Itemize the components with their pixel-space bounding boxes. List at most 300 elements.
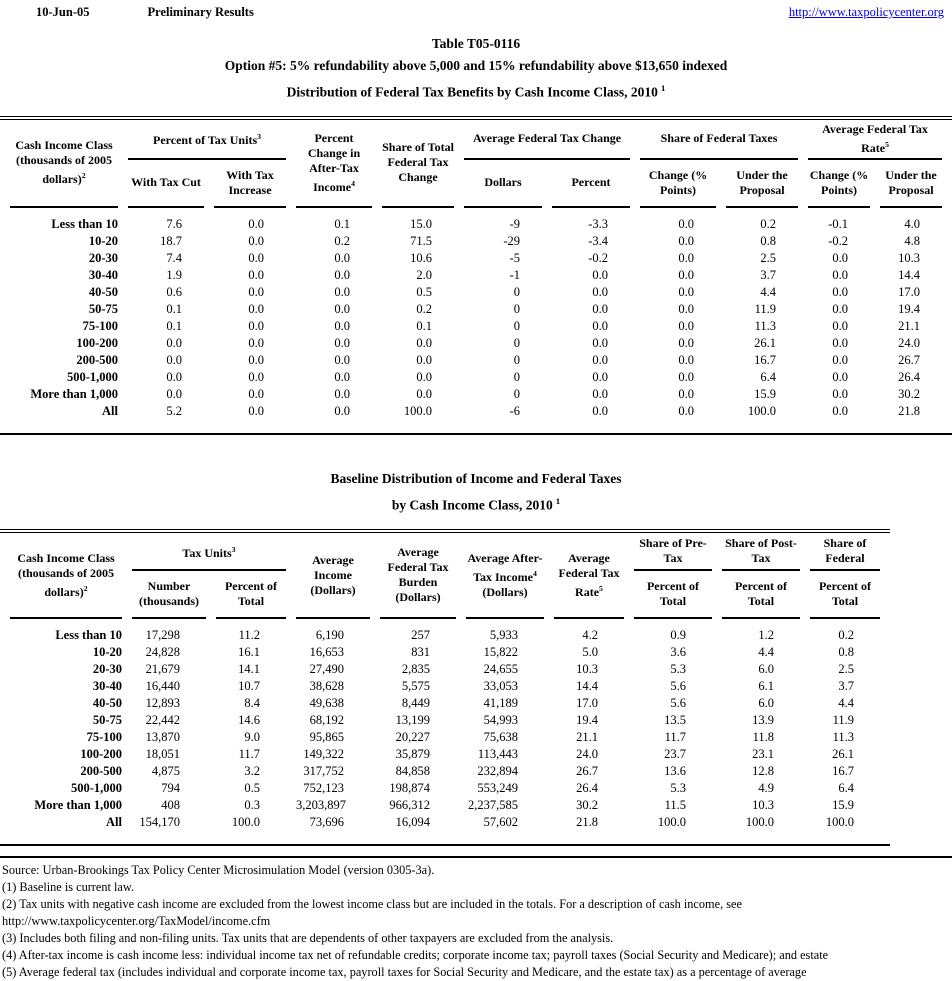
col-group-share-of-federal-taxes: Share of Federal Taxes	[640, 120, 798, 160]
cell-value: 21.1	[576, 730, 598, 744]
cell-value: 4.4	[758, 645, 774, 659]
cell-value: 966,312	[389, 798, 430, 812]
table-row	[10, 267, 942, 284]
cell-value: 0.0	[416, 369, 433, 384]
taxpolicycenter-link[interactable]: http://www.taxpolicycenter.org	[788, 5, 944, 19]
col-subheader-percent-of-total: Percent of Total	[216, 571, 286, 619]
cell-value: 0.2	[838, 628, 854, 642]
cell-value: 16.7	[754, 352, 777, 367]
cell-value: 2.5	[838, 662, 854, 676]
footnote-line: (4) After-tax income is cash income less: individual income tax net of refundable credits; corporate income tax; payroll taxes (Social Security and Medicare); and estate	[2, 948, 829, 962]
baseline-table	[0, 533, 890, 831]
cell-value: 10.6	[410, 250, 433, 265]
cell-value: 11.8	[752, 730, 774, 744]
footnote-ref-2: 2	[83, 583, 88, 593]
table-row	[10, 678, 880, 695]
cell-value: 5,575	[401, 679, 430, 693]
cell-value: 0.0	[248, 301, 265, 316]
cell-value: 15.0	[410, 216, 433, 231]
cell-value: 794	[161, 781, 180, 795]
cell-value: 232,894	[477, 764, 518, 778]
cell-value: 0.0	[248, 284, 265, 299]
cell-value: 12.8	[752, 764, 774, 778]
cell-value: 100.0	[403, 403, 433, 418]
col-header-average-federal-tax-rate: Average Federal Tax Rate$^5$	[554, 533, 624, 619]
cell-value: -0.1	[828, 216, 849, 231]
cell-value: 0.2	[760, 216, 777, 231]
cell-value: 0.0	[592, 369, 609, 384]
table2-title-block	[0, 468, 952, 517]
col-group-percent-of-tax-units: Percent of Tax Units$^3$	[128, 120, 286, 160]
cell-value: 26.7	[898, 352, 921, 367]
cell-value: 57,602	[483, 815, 518, 829]
table-row	[10, 301, 942, 318]
cell-value: 4.2	[582, 628, 598, 642]
cell-value: 0.3	[244, 798, 260, 812]
cell-value: 317,752	[303, 764, 344, 778]
cell-value: 14.4	[898, 267, 921, 282]
cell-value: 0.8	[760, 233, 777, 248]
cell-value: 0.8	[838, 645, 854, 659]
cell-value: 19.4	[576, 713, 598, 727]
cell-value: 0.0	[592, 335, 609, 350]
col-subheader-percent-of-total: Percent of Total	[634, 571, 712, 619]
cell-value: 100.0	[747, 403, 777, 418]
cell-value: 0.0	[334, 386, 351, 401]
cell-value: 0.1	[166, 301, 182, 316]
cell-value: 149,322	[303, 747, 344, 761]
cell-value: 0.0	[678, 318, 695, 333]
cell-value: 5.6	[670, 696, 686, 710]
cell-value: 18,051	[145, 747, 180, 761]
cell-value: 0.0	[334, 335, 351, 350]
cell-value: 19.4	[898, 301, 921, 316]
cell-value: 0.0	[678, 284, 695, 299]
col-subheader-change-points: Change (% Points)	[640, 160, 716, 208]
cell-value: 0.0	[248, 386, 265, 401]
cell-value: 0.0	[832, 386, 849, 401]
row-label: All	[102, 403, 118, 418]
table-row	[10, 661, 880, 678]
table-row	[10, 369, 942, 386]
cell-value: 0.0	[248, 267, 265, 282]
cell-value: 0.0	[832, 318, 849, 333]
cell-value: 0.0	[248, 233, 265, 248]
cell-value: 0.0	[832, 403, 849, 418]
table-row	[10, 814, 880, 831]
cell-value: 0.0	[248, 250, 265, 265]
cell-value: 0.0	[334, 301, 351, 316]
cell-value: 1.2	[758, 628, 774, 642]
cell-value: 16,653	[309, 645, 344, 659]
row-label: 10-20	[92, 645, 122, 659]
cell-value: 0.0	[678, 403, 695, 418]
cell-value: 3.7	[760, 267, 777, 282]
cell-value: 100.0	[745, 815, 774, 829]
cell-value: -0.2	[828, 233, 849, 248]
cell-value: 553,249	[477, 781, 518, 795]
cell-value: 15.9	[832, 798, 854, 812]
row-label: 10-20	[88, 233, 118, 248]
cell-value: 0.0	[832, 369, 849, 384]
table-row	[10, 403, 942, 420]
row-label: 500-1,000	[66, 369, 118, 384]
footnotes-section	[0, 856, 952, 981]
cell-value: 3.2	[244, 764, 260, 778]
cell-value: 257	[411, 628, 430, 642]
cell-value: 0.0	[592, 403, 609, 418]
cell-value: 0.0	[832, 284, 849, 299]
footnote-ref-4: 4	[351, 178, 355, 188]
cell-value: 26.4	[576, 781, 598, 795]
table-row	[10, 250, 942, 267]
cell-value: 73,696	[309, 815, 344, 829]
cell-value: 2.5	[760, 250, 777, 265]
cell-value: 18.7	[160, 233, 182, 248]
cell-value: 0.0	[248, 369, 265, 384]
cell-value: 5.3	[670, 662, 686, 676]
cell-value: 84,858	[395, 764, 430, 778]
cell-value: 0.0	[334, 284, 351, 299]
table-row	[10, 729, 880, 746]
cell-value: 21.8	[898, 403, 921, 418]
table-row	[10, 335, 942, 352]
cell-value: 0.0	[832, 301, 849, 316]
cell-value: 0.0	[678, 352, 695, 367]
cell-value: -9	[509, 216, 521, 231]
cell-value: 0.0	[678, 369, 695, 384]
cell-value: 0.0	[832, 267, 849, 282]
cell-value: 0	[513, 352, 521, 367]
cell-value: 0.0	[832, 335, 849, 350]
footnote-line: (5) Average federal tax (includes individual and corporate income tax, payroll taxes for Social Security and Medicare, and the estate tax) as a percentage of average	[2, 965, 807, 979]
table-row	[10, 233, 942, 250]
col-subheader-change-points: Change (% Points)	[808, 160, 870, 208]
col-header-percent-change-after-tax-income: Percent Change in After-Tax Income$^4$	[296, 120, 372, 208]
cell-value: 16.7	[832, 764, 854, 778]
cell-value: 0.0	[334, 250, 351, 265]
report-status: Preliminary Results	[147, 5, 254, 19]
col-subheader-with-tax-cut: With Tax Cut	[128, 160, 204, 208]
footnote-ref-5: 5	[885, 139, 889, 149]
cell-value: 16.1	[238, 645, 260, 659]
cell-value: 71.5	[410, 233, 433, 248]
cell-value: 9.0	[244, 730, 260, 744]
col-subheader-percent-of-total: Percent of Total	[810, 571, 880, 619]
table-row	[10, 352, 942, 369]
cell-value: 6.0	[758, 696, 774, 710]
cell-value: 0.1	[166, 318, 182, 333]
cell-value: 11.3	[832, 730, 854, 744]
cell-value: 68,192	[309, 713, 344, 727]
col-group-share-of-post-tax: Share of Post-Tax	[722, 533, 800, 571]
cell-value: 0	[513, 301, 521, 316]
cell-value: 11.7	[664, 730, 686, 744]
cell-value: 21,679	[145, 662, 180, 676]
cell-value: 11.9	[754, 301, 777, 316]
row-label: 40-50	[92, 696, 122, 710]
cell-value: 0.0	[832, 250, 849, 265]
row-label: Less than 10	[55, 628, 122, 642]
table1-title-number: Table T05-0116	[431, 36, 521, 51]
cell-value: 0	[513, 335, 521, 350]
cell-value: 11.3	[754, 318, 777, 333]
row-label: 75-100	[82, 318, 118, 333]
cell-value: 0.0	[678, 216, 695, 231]
cell-value: 11.2	[238, 628, 260, 642]
cell-value: 198,874	[389, 781, 430, 795]
footnote-ref-1: 1	[660, 83, 666, 93]
cell-value: 5.3	[670, 781, 686, 795]
cell-value: 23.7	[664, 747, 686, 761]
cell-value: 0.0	[678, 301, 695, 316]
row-label: 50-75	[88, 301, 118, 316]
cell-value: 38,628	[309, 679, 344, 693]
table-row	[10, 318, 942, 335]
row-label: 30-40	[92, 679, 122, 693]
cell-value: 0.1	[334, 216, 351, 231]
cell-value: 0.0	[334, 369, 351, 384]
cell-value: 0.0	[832, 352, 849, 367]
cell-value: 4.4	[838, 696, 854, 710]
cell-value: 0.9	[670, 628, 686, 642]
top-left-group	[36, 5, 254, 20]
cell-value: 2,835	[401, 662, 430, 676]
cell-value: 41,189	[483, 696, 518, 710]
cell-value: 0.2	[416, 301, 433, 316]
cell-value: 100.0	[657, 815, 686, 829]
cell-value: 0.0	[334, 403, 351, 418]
footnote-ref-1: 1	[555, 495, 561, 506]
cell-value: 4.9	[758, 781, 774, 795]
cell-value: 15.9	[754, 386, 777, 401]
cell-value: 0.0	[166, 386, 182, 401]
cell-value: 0.0	[592, 267, 609, 282]
cell-value: 13.5	[664, 713, 686, 727]
cell-value: 22,442	[145, 713, 180, 727]
cell-value: 49,638	[309, 696, 344, 710]
table-row	[10, 284, 942, 301]
row-label: 20-30	[88, 250, 118, 265]
cell-value: 0.0	[248, 352, 265, 367]
cell-value: 4,875	[151, 764, 180, 778]
cell-value: 13,199	[395, 713, 430, 727]
table-row	[10, 712, 880, 729]
cell-value: 5.6	[670, 679, 686, 693]
cell-value: 14.6	[238, 713, 260, 727]
col-header-average-federal-tax-burden: Average Federal Tax Burden (Dollars)	[380, 533, 456, 619]
baseline-table-body	[10, 619, 880, 831]
cell-value: 17,298	[145, 628, 180, 642]
cell-value: 3.7	[838, 679, 854, 693]
cell-value: 8.4	[244, 696, 260, 710]
cell-value: 0.0	[248, 335, 265, 350]
cell-value: 20,227	[395, 730, 430, 744]
table-row	[10, 695, 880, 712]
top-bar	[0, 0, 952, 20]
cell-value: -29	[503, 233, 521, 248]
col-group-share-of-federal: Share of Federal	[810, 533, 880, 571]
baseline-table-wrapper	[0, 529, 890, 846]
cell-value: 100.0	[231, 815, 260, 829]
row-label: 200-500	[76, 352, 118, 367]
cell-value: 0.0	[678, 267, 695, 282]
cell-value: 1.9	[166, 267, 182, 282]
cell-value: 2.0	[416, 267, 433, 282]
cell-value: 24.0	[898, 335, 921, 350]
table1-title-block	[0, 33, 952, 104]
cell-value: 0.0	[592, 386, 609, 401]
table-row	[10, 644, 880, 661]
cell-value: 0.0	[416, 386, 433, 401]
row-label: 40-50	[88, 284, 118, 299]
cell-value: 7.4	[166, 250, 182, 265]
cell-value: 17.0	[576, 696, 598, 710]
row-label: 100-200	[76, 335, 118, 350]
cell-value: 2,237,585	[468, 798, 518, 812]
cell-value: 408	[161, 798, 180, 812]
cell-value: -5	[509, 250, 521, 265]
cell-value: 16,440	[145, 679, 180, 693]
footnote-ref-4: 4	[533, 568, 537, 578]
cell-value: -6	[509, 403, 521, 418]
cell-value: 0.0	[592, 284, 609, 299]
cell-value: 0.0	[334, 352, 351, 367]
cell-value: 831	[411, 645, 430, 659]
row-label: 75-100	[86, 730, 122, 744]
col-header-average-after-tax-income: Average After-Tax Income$^4$ (Dollars)	[466, 533, 544, 619]
cell-value: 0	[513, 369, 521, 384]
cell-value: 7.6	[166, 216, 182, 231]
footnote-line: http://www.taxpolicycenter.org/TaxModel/income.cfm	[2, 914, 271, 928]
footnote-ref-3: 3	[257, 132, 262, 141]
col-header-share-of-total-federal-tax-change: Share of Total Federal Tax Change	[382, 120, 454, 208]
col-header-cash-income-class: Cash Income Class (thousands of 2005 dollars)$^2$	[10, 120, 118, 208]
cell-value: 0.0	[416, 335, 433, 350]
cell-value: 0.0	[166, 352, 182, 367]
col-subheader-dollars: Dollars	[464, 160, 542, 208]
benefits-table-body	[10, 208, 942, 420]
cell-value: 0.2	[334, 233, 351, 248]
col-subheader-percent: Percent	[552, 160, 630, 208]
cell-value: 0.0	[592, 352, 609, 367]
cell-value: 14.4	[576, 679, 598, 693]
col-subheader-under-the-proposal: Under the Proposal	[726, 160, 798, 208]
cell-value: 10.3	[752, 798, 774, 812]
cell-value: -1	[509, 267, 521, 282]
cell-value: 3,203,897	[296, 798, 346, 812]
cell-value: 10.7	[238, 679, 260, 693]
cell-value: 8,449	[401, 696, 430, 710]
row-label: All	[106, 815, 122, 829]
footnote-line: (2) Tax units with negative cash income are excluded from the lowest income class but are included in the totals. For a description of cash income, see	[2, 897, 742, 911]
cell-value: 16,094	[395, 815, 430, 829]
footnote-ref-5: 5	[599, 583, 603, 593]
cell-value: 10.3	[898, 250, 921, 265]
cell-value: 27,490	[309, 662, 344, 676]
row-label: 200-500	[80, 764, 122, 778]
cell-value: 0	[513, 318, 521, 333]
cell-value: 23.1	[752, 747, 774, 761]
cell-value: 6.4	[838, 781, 854, 795]
cell-value: 30.2	[576, 798, 598, 812]
cell-value: 14.1	[238, 662, 260, 676]
row-label: 20-30	[92, 662, 122, 676]
cell-value: 21.1	[898, 318, 921, 333]
cell-value: 12,893	[145, 696, 180, 710]
cell-value: 0	[513, 284, 521, 299]
table2-title-line1: Baseline Distribution of Income and Federal Taxes	[330, 470, 622, 486]
cell-value: 30.2	[898, 386, 921, 401]
cell-value: 0.0	[248, 403, 265, 418]
table1-title-option: Option #5: 5% refundability above 5,000 and 15% refundability above $13,650 indexed	[224, 58, 728, 73]
table-row	[10, 386, 942, 403]
cell-value: 0.0	[166, 335, 182, 350]
report-date: 10-Jun-05	[36, 5, 90, 19]
col-subheader-percent-of-total: Percent of Total	[722, 571, 800, 619]
table-row	[10, 763, 880, 780]
row-label: 30-40	[88, 267, 118, 282]
cell-value: 4.0	[904, 216, 921, 231]
cell-value: 6.1	[758, 679, 774, 693]
cell-value: 5.0	[582, 645, 598, 659]
row-label: 100-200	[80, 747, 122, 761]
footnote-line: (1) Baseline is current law.	[2, 880, 135, 894]
cell-value: 24,828	[145, 645, 180, 659]
cell-value: 6.0	[758, 662, 774, 676]
cell-value: 4.4	[760, 284, 777, 299]
col-group-tax-units: Tax Units$^3$	[132, 533, 286, 571]
table-row	[10, 619, 880, 644]
col-group-average-federal-tax-rate: Average Federal Tax Rate$^5$	[808, 120, 942, 160]
table2-title-line2: by Cash Income Class, 2010 $^1$	[391, 495, 561, 512]
cell-value: 4.8	[904, 233, 921, 248]
row-label: 50-75	[92, 713, 122, 727]
cell-value: 3.6	[670, 645, 686, 659]
cell-value: 26.7	[576, 764, 598, 778]
cell-value: 24.0	[576, 747, 598, 761]
cell-value: 75,638	[483, 730, 518, 744]
cell-value: 26.4	[898, 369, 921, 384]
cell-value: -3.3	[588, 216, 609, 231]
footnote-line: (3) Includes both filing and non-filing units. Tax units that are dependents of other taxpayers are excluded from the analysis.	[2, 931, 614, 945]
cell-value: -3.4	[588, 233, 609, 248]
row-label: More than 1,000	[30, 386, 118, 401]
cell-value: 5,933	[489, 628, 518, 642]
cell-value: 0.6	[166, 284, 182, 299]
table-row	[10, 780, 880, 797]
cell-value: 0.1	[416, 318, 433, 333]
table-row	[10, 746, 880, 763]
cell-value: 0.0	[678, 233, 695, 248]
cell-value: 0.0	[678, 250, 695, 265]
cell-value: 0.0	[166, 369, 182, 384]
cell-value: 100.0	[825, 815, 854, 829]
cell-value: -0.2	[588, 250, 609, 265]
cell-value: 21.8	[576, 815, 598, 829]
cell-value: 154,170	[139, 815, 180, 829]
cell-value: 0	[513, 386, 521, 401]
cell-value: 0.0	[334, 318, 351, 333]
col-subheader-under-the-proposal: Under the Proposal	[880, 160, 942, 208]
cell-value: 0.0	[592, 301, 609, 316]
cell-value: 11.5	[664, 798, 686, 812]
cell-value: 54,993	[483, 713, 518, 727]
cell-value: 0.5	[244, 781, 260, 795]
col-subheader-number-thousands: Number (thousands)	[132, 571, 206, 619]
table-row	[10, 797, 880, 814]
cell-value: 35,879	[395, 747, 430, 761]
